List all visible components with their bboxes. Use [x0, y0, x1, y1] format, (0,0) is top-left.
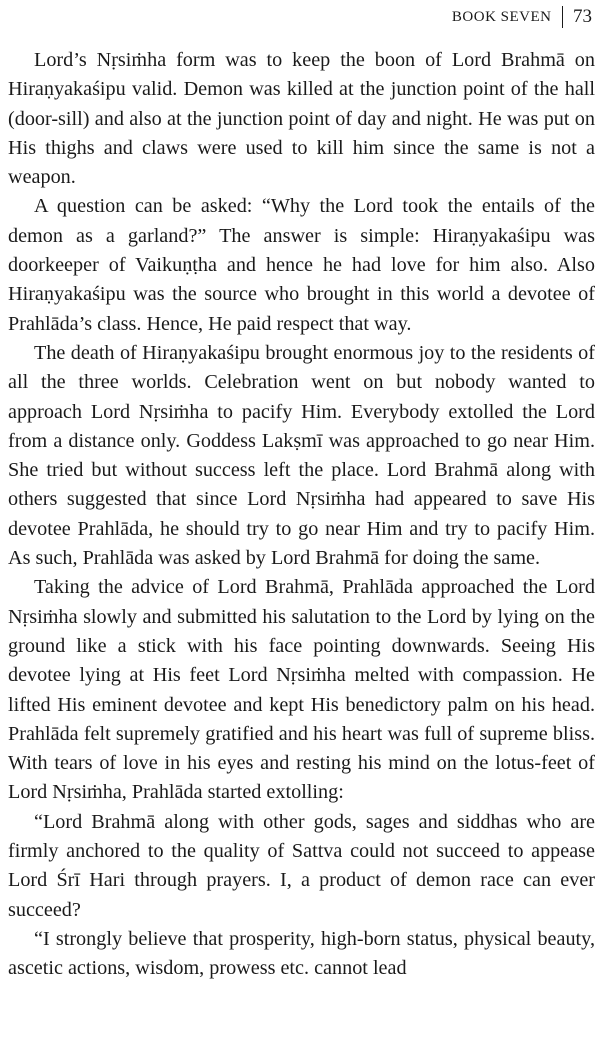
running-header: [452, 6, 592, 28]
paragraph: Taking the advice of Lord Brahmā, Prahlāda approached the Lord Nṛsiṁha slowly and submitted his salutation to the Lord by lying on the ground like a stick with his face pointing downwards. Seeing His devotee lying at His feet Lord Nṛsiṁha melted with compassion. He lifted His eminent devotee and kept His benedictory palm on his head. Prahlāda felt supremely gratified and his heart was full of supreme bliss. With tears of love in his eyes and resting his mind on the lotus-feet of Lord Nṛsiṁha, Prahlāda started extolling:: [8, 576, 595, 804]
paragraph: A question can be asked: “Why the Lord took the entails of the demon as a garland?” The answer is simple: Hiraṇyakaśipu was doorkeeper of Vaikuṇṭha and hence he had love for him also. Also Hiraṇyakaśipu was the source who brought in this world a devotee of Prahlāda’s class. Hence, He paid respect that way.: [8, 195, 595, 335]
page-number: 73: [573, 6, 592, 27]
paragraph: Lord’s Nṛsiṁha form was to keep the boon of Lord Brahmā on Hiraṇyakaśipu valid. Demon was killed at the junction point of the hall (door-sill) and also at the junction point of day and night. He was put on His thighs and claws were used to kill him since the same is not a weapon.: [8, 49, 595, 189]
paragraph: The death of Hiraṇyakaśipu brought enormous joy to the residents of all the three worlds. Celebration went on but nobody wanted to approach Lord Nṛsiṁha to pacify Him. Everybody extolled the Lord from a distance only. Goddess Lakṣmī was approached to go near Him. She tried but without success left the place. Lord Brahmā along with others suggested that since Lord Nṛsiṁha had appeared to save His devotee Prahlāda, he should try to go near Him and try to pacify Him. As such, Prahlāda was asked by Lord Brahmā for doing the same.: [8, 341, 595, 570]
page-body: [8, 46, 595, 984]
paragraph: “I strongly believe that prosperity, high-born status, physical beauty, ascetic actions, wisdom, prowess etc. cannot lead: [8, 927, 595, 980]
paragraph: “Lord Brahmā along with other gods, sages and siddhas who are firmly anchored to the quality of Sattva could not succeed to appease Lord Śrī Hari through prayers. I, a product of demon race can ever succeed?: [8, 810, 595, 921]
header-divider: [562, 6, 564, 28]
book-title: BOOK SEVEN: [451, 8, 552, 25]
